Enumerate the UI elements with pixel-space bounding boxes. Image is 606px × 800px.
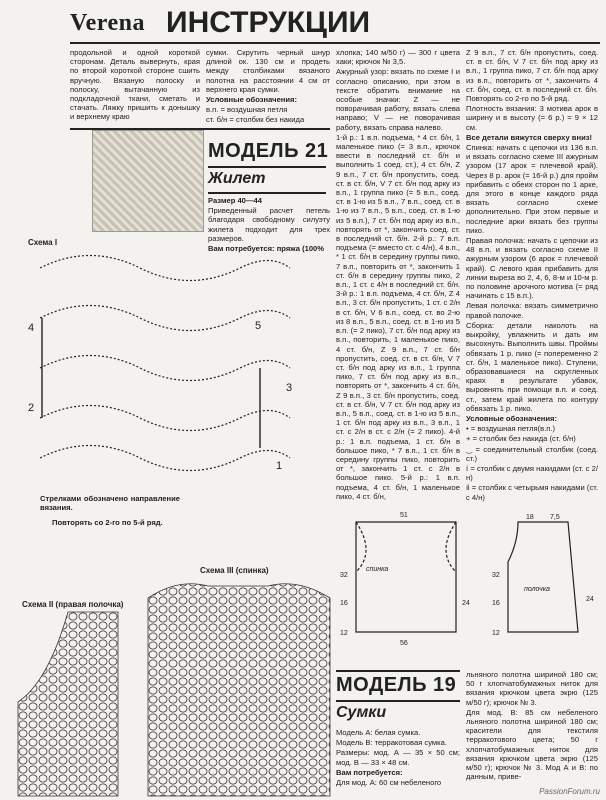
pattern-back-dim: 32 (340, 572, 348, 579)
col4-right: Правая полочка: начать с цепочки из 48 в.п. и вязать согласно схеме II ажурным узором (6 арок = плечевой край). С левого края прибавить для линии выреза во 2, 4, 6, 8-м и 10-м р. по половине арочного мотива (= ряд начинать с 15 в.п.). (466, 236, 598, 301)
schema1-row-label: 3 (286, 382, 293, 394)
pattern-front-dim: 12 (492, 630, 500, 637)
model21-rule (208, 166, 326, 168)
schema1-row-label: 4 (28, 322, 35, 334)
legend-text: = соединительный столбик (соед. ст.) (466, 444, 598, 463)
pattern-front-dim: 24 (586, 596, 594, 603)
model21-size: Размер 40—44 (208, 196, 262, 205)
pattern-front-diagram (488, 512, 600, 652)
legend-symbol: ⅰ (466, 463, 469, 473)
col4-rows: Z 9 в.п., 7 ст. б/н пропустить, соед. ст. в ст. б/н, V 7 ст. б/н под аркy из в.п., 1 группа пико, 7 ст. б/н под аркy из в.п., повторить от *, закончить 4 ст. б/н, соед. ст. в последний ст. б/н. Повторять со 2-го по 5-й ряд. (466, 48, 598, 104)
legend-item (466, 483, 598, 501)
model19-c3: Для мод. В: 85 см небеленого льняного полотна шириной 180 см; красители для текстиля терракотового цвета; 50 г хлопчатобумажных ниток для вязания крючком цвета экрю (125 м/50 г); крючок № 3. Мод А и В: по данным, приве- (466, 707, 598, 782)
legend-text: = столбик с четырьмя накидами (ст. с 4/н) (466, 483, 598, 502)
fragment-col2-sym2: ст. б/н = столбик без накида (206, 115, 305, 125)
model19-need-title: Вам потребуется: (336, 767, 403, 777)
header-divider (70, 42, 600, 44)
schema3-title: Схема III (спинка) (200, 566, 269, 575)
model21-intro: Приведенный расчет петель благодаря свободному силуэту жилета подходит для трех размеров. (208, 206, 330, 243)
caption-arrows: Стрелками обозначено направление вязания. (40, 494, 180, 513)
legend-symbol: + (466, 434, 471, 444)
fragment-col2-sym-title: Условные обозначения: (206, 95, 298, 105)
schema2-diagram (18, 612, 148, 796)
schema1-title: Схема I (28, 238, 58, 247)
pattern-back-dim: 12 (340, 630, 348, 637)
schema3-diagram (148, 578, 330, 796)
pattern-front-label: полочка (524, 586, 550, 593)
pattern-front-dim: 7,5 (550, 514, 560, 521)
legend-text: = воздушная петля(в.п.) (470, 424, 556, 434)
schema1-diagram (30, 248, 310, 488)
legend-symbol: ⅱ (466, 483, 470, 493)
pattern-back-dim: 16 (340, 600, 348, 607)
legend-item (466, 424, 598, 433)
fragment-col2-sym1: в.п. = воздушная петля (206, 105, 288, 115)
schema1-row-label: 1 (276, 460, 283, 472)
col4-left: Левая полочка: вязать симметрично правой полочке. (466, 301, 598, 320)
col4-sym-title: Условные обозначения: (466, 413, 558, 423)
page-title: ИНСТРУКЦИИ (166, 6, 371, 39)
legend-text: = столбик с двумя накидами (ст. с 2/н) (466, 463, 598, 483)
fragment-col1-text: продольной и одной короткой сторонам. Деталь вывернуть, края по второй короткой стороне сшить вручную. Вязаную полоску и полоску, вытачанную из подкладочной ткани, сметать и стачать. Ляжку пришить к донышку и верхнему краю (70, 48, 200, 122)
col3-yarn: хлопка; 140 м/50 г) — 300 г цвета хаки; крючок № 3,5. (336, 48, 460, 67)
model19-rule (336, 670, 460, 672)
model19-text (336, 728, 460, 788)
model19-sizes: Размеры: мод. А — 35 × 50 см; мод. В — 33 × 48 см. (336, 748, 460, 767)
pattern-front-dim: 32 (492, 572, 500, 579)
col4-note: Все детали вяжутся сверху вниз! (466, 132, 593, 142)
model21-rule-2 (208, 192, 326, 194)
col4-back: Спинка: начать с цепочки из 136 в.п. и вязать согласно схеме III ажурным узором (17 арок = плечевой край). Через 8 р. арок (= 16-й р.) для пройм прибавить с обеих сторон по 1 арке, для этого в конце каждого ряда вязать согласно схеме дополнительно. При этом первые и последние арки вязать без группы пико. (466, 143, 598, 235)
text-column-4 (466, 48, 598, 503)
model19-text-2 (466, 670, 598, 782)
brand-logo: Verena (70, 10, 145, 36)
schema1-row-label: 2 (28, 402, 35, 414)
pattern-back-diagram (336, 512, 476, 652)
fragment-col2 (206, 48, 330, 126)
legend-symbol: ‿ (466, 444, 473, 454)
caption-repeat: Повторять со 2-го по 5-й ряд. (52, 518, 163, 527)
col4-density: Плотность вязания: 3 мотива арок в ширину и в высоту (= 6 р.) = 9 × 12 см. (466, 104, 598, 132)
model19-title: МОДЕЛЬ 19 (336, 674, 457, 696)
legend-text: = столбик без накида (ст. б/н) (472, 434, 576, 444)
legend-symbol: • (466, 424, 469, 434)
legend-item (466, 464, 598, 482)
pattern-back-dim: 24 (462, 600, 470, 607)
pattern-back-dim: 51 (400, 512, 408, 519)
model21-need: Вам потребуется: пряжа (100% (208, 244, 325, 254)
model19-a: Модель А: белая сумка. (336, 728, 421, 737)
pattern-back-label: спинка (366, 566, 389, 573)
pattern-front-dim: 16 (492, 600, 500, 607)
fragment-col2-text: сумки. Скрутить черный шнур длиной ок. 130 см и продеть между столбиками вязаного полотна на расстоянии 4 см от верхнего края сумки. (206, 48, 330, 94)
col3-pattern: Ажурный узор: вязать по схеме I и согласно описанию, при этом в тексте обратить внимание на особые значки: Z — не поворачивая работу, вязать слева направо; V — не поворачивая работу, вязать справа налево. (336, 67, 460, 132)
vest-photo (92, 130, 204, 232)
watermark: PassionForum.ru (539, 787, 600, 796)
model19-need: Для мод. А: 60 см небеленого (336, 778, 442, 788)
schema2-title: Схема II (правая полочка) (22, 600, 124, 609)
col4-assembly: Сборка: детали наколоть на выкройку, увлажнить и дать им высохнуть. Выполнить швы. Проймы обвязать 1 р. пико (= попеременно 2 ст. б/н, 1 маленькое пико). Ступени, образовавшиеся на скругленных краях в результате убавок, выровнять при помощи в.п. и соед. ст., затем край жилета по контуру обвязать 1 р. пико. (466, 320, 598, 413)
model19-rule-2 (336, 700, 460, 702)
model19-subtitle: Сумки (336, 704, 387, 721)
model21-text (208, 196, 330, 254)
model21-title: МОДЕЛЬ 21 (208, 140, 329, 162)
model19-b: Модель В: терракотовая сумка. (336, 738, 447, 748)
legend-item (466, 445, 598, 463)
pattern-back-dim: 56 (400, 640, 408, 647)
schema1-row-label: 5 (255, 320, 262, 332)
model19-c2: льняного полотна шириной 180 см; 50 г хлопчатобумажных ниток для вязания крючком цвета экрю (125 м/50 г); крючок № 3. (466, 670, 598, 707)
legend-item (466, 434, 598, 443)
text-column-3 (336, 48, 460, 502)
col3-rows: 1-й р.: 1 в.п. подъема, * 4 ст. б/н, 1 маленькое пико (= 3 в.п., крючок ввести в последний ст. б/н и выполнить 1 соед. ст.), 4 ст. б/н, Z 9 в.п., 7 ст. б/н пропустить, соед. ст. в ст. б/н, V 7 ст. б/н под аркy из в.п., 1 группа пико (= 5 в.п., соед. ст. в 1-ю из 5 в.п., 7 в.п., соед. ст. в 1-ю из 7 в.п., 5 в.п., соед. ст. в 1-ю из 5 в.п.), 7 ст. б/н под аркy из в.п., повторять от *, закончить соед. ст. в последний ст. б/н. 2-й р.: 7 в.п. подъема (= вместо ст. с 4/н), 4 в.п., * 1 ст. б/н в середину группы пико, 7 в.п., повторить от *, закончить 1 ст. б/н в середину группы пико, 2 в.п., 1 ст. с 4/н в последний ст. б/н. 3-й р.: 1 в.п. подъема, 4 ст. б/н, Z 4 в.п., 3 ст. б/н пропустить, 1 ст. с 2/н в ст. б/н, V 6 в.п., соед. ст. во 2-ю из 8 в.п., 5 в.п., соед. ст. в 1-ю из 5 в.п. (= 2 пико), 7 ст. б/н под аркy из в.п., повторить, 1 маленькое пико, 4 ст. б/н, Z 9 в.п., 7 ст. б/н пропустить, соед. ст. в ст. б/н, V 7 ст. б/н под аркy из в.п., 1 группа пико, 7 ст. б/н под аркy из в.п., повторять от *, закончить 4 ст. б/н, Z 9 в.п., 3 ст. б/н пропустить, соед. ст. в ст. б/н, V 7 ст. б/н под аркy из в.п., 5 в.п., соед. ст. в 1-ю из 5 в.п., 1 ст. б/н под аркy из в.п., 3 в.п., 1 ст. с 2/н в ст. с 2/н (= 2 пико). 4-й р.: 1 в.п. подъема, 1 ст. б/н в большое пико, * 7 в.п., 1 ст. б/н в середину группы пико, повторить от *, закончить 1 ст. с 2/н в большое пико. 5-й р.: 1 в.п. подъема, 4 ст. б/н, 1 маленькое пико, 4 ст. б/н, (336, 132, 460, 501)
pattern-front-dim: 18 (526, 514, 534, 521)
fragment-col1 (70, 48, 200, 123)
model21-subtitle: Жилет (208, 170, 266, 187)
